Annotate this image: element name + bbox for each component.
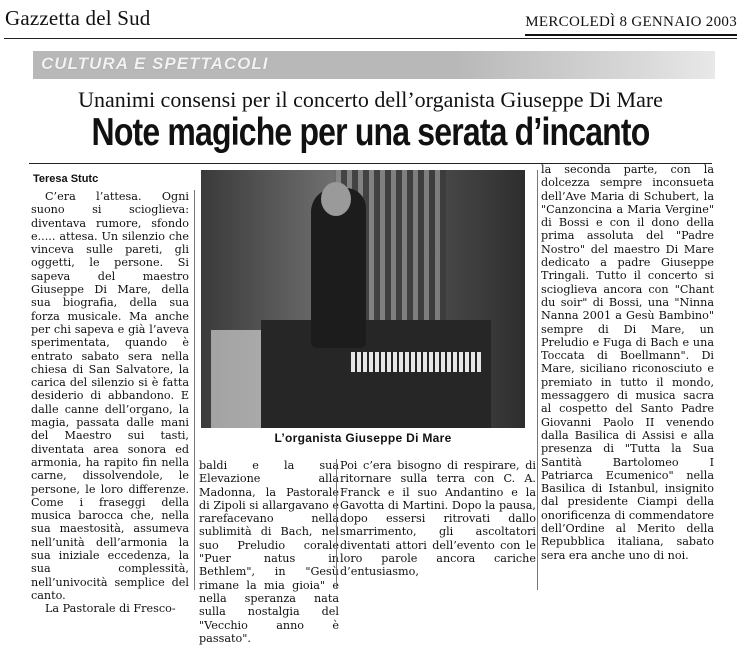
article-headline: Note magiche per una serata d’incanto	[91, 111, 650, 154]
organist-head	[321, 182, 351, 216]
article-column-3	[340, 459, 536, 579]
article-kicker: Unanimi consensi per il concerto dell’organista Giuseppe Di Mare	[78, 87, 663, 112]
column-1-paragraph-2: La Pastorale di Fresco-	[45, 602, 176, 616]
column-divider	[537, 170, 538, 590]
article-column-1	[31, 190, 189, 616]
section-banner-fade	[455, 51, 715, 79]
column-1-paragraph-1: C’era l’attesa. Ogni suono si scioglieva: diventava rumore, sfondo e..... attesa. Un silenzio che vinceva sulle pareti, gli oggetti, le persone. Si sapeva del maestro Giuseppe Di Mare, della sua biografia, della sua forza musicale. Ma anche per chi sapeva e già l’aveva sperimentata, quando è entrato sabato sera nella chiesa di San Salvatore, la carica del silenzio si è fatta desiderio di abbandono. E dalle canne dell’organo, la magia, passata dalle mani del Maestro sui tasti, diventata area sonora ed armonia, ha rapito fin nella carne, dissolvendole, le persone, le loro differenze. Come i fraseggi della musica barocca che, nella sua maestosità, assumeva nell’unità dell’armonia la sua iniziale eccedenza, la sua complessità, nell’univocità semplice del canto.	[31, 190, 189, 602]
section-banner	[33, 51, 715, 79]
issue-date: MERCOLEDÌ 8 GENNAIO 2003	[525, 14, 737, 36]
organ-keyboard	[351, 352, 481, 372]
column-3-paragraph: Poi c’era bisogno di respirare, di ritornare sulla terra con C. A. Franck e il suo Andantino e la Gavotta di Martini. Dopo la pausa, dopo essersi ritrovati dallo smarrimento, gli ascoltatori diventati attori dell’evento con le loro parole ancora cariche d’entusiasmo,	[340, 459, 536, 579]
photo-caption: L’organista Giuseppe Di Mare	[274, 431, 452, 445]
article-column-4	[541, 163, 714, 562]
column-4-paragraph: la seconda parte, con la dolcezza sempre inconsueta dell’Ave Maria di Schubert, la "Canzoncina a Maria Vergine" di Bossi e con il dono della prima assoluta del "Padre Nostro" del maestro Di Mare dedicato a padre Giuseppe Tringali. Tutto il concerto si scioglieva ancora con "Chant du soir" di Bossi, una "Ninna Nanna 2001 a Gesù Bambino" sempre di Di Mare, un Preludio e Fuga di Bach e una Toccata di Boellmann". Di Mare, siciliano riconosciuto e premiato in tutto il mondo, messaggero di musica sacra al cospetto del Santo Padre Giovanni Paolo II venendo dalla Basilica di Assisi e alla presenza di "Tutta la Sua Santità Bartolomeo I Patriarca Ecumenico" nella Basilica di Istanbul, insignito dal presidente Ciampi della onorificenza di commendatore dell’Ordine al Merito della Repubblica italiana, sabato sera era anche uno di noi.	[541, 163, 714, 562]
article-column-2	[199, 459, 339, 645]
column-2-paragraph: baldi e la sua Elevazione alla Madonna, la Pastorale di Zipoli si allargavano e rarefacevano nella sublimità di Bach, nel suo Preludio corale "Puer natus in Bethlem", in "Gesù rimane la mia gioia" e nella speranza nata sulla nostalgia del "Vecchio anno è passato".	[199, 459, 339, 645]
organ-console	[261, 320, 491, 428]
section-label: CULTURA E SPETTACOLI	[41, 54, 269, 73]
article-byline: Teresa Stutc	[33, 173, 99, 185]
column-divider	[336, 459, 337, 589]
masthead-rule	[4, 38, 737, 39]
newspaper-name: Gazzetta del Sud	[5, 6, 151, 30]
article-photo	[201, 170, 525, 428]
column-divider	[194, 190, 195, 590]
